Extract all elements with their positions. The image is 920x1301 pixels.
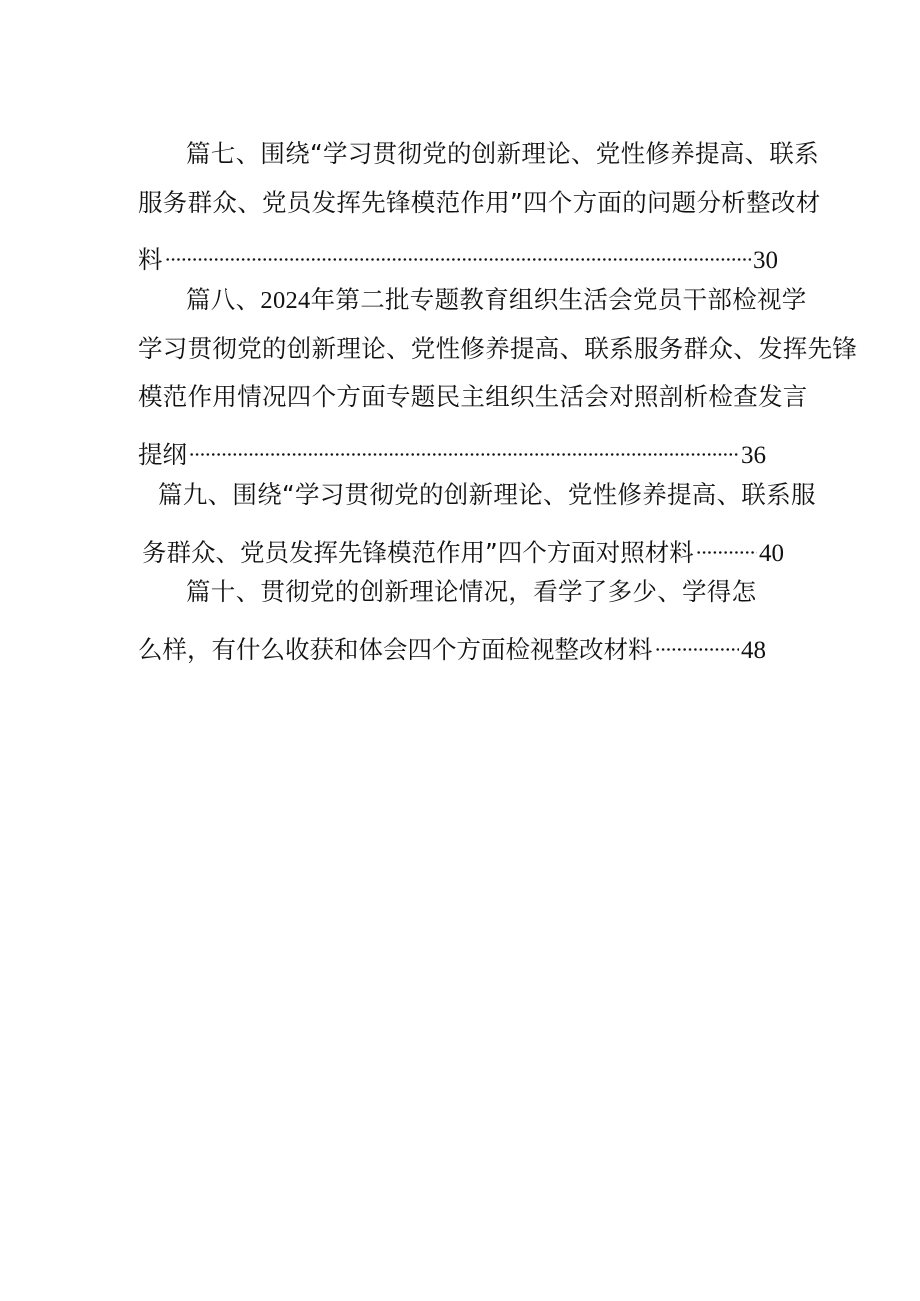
toc-entry-8-line-2: 学习贯彻党的创新理论、党性修养提高、联系服务群众、发挥先锋 — [138, 334, 858, 363]
toc-entry-8-year: 2024 — [260, 287, 311, 314]
dot-leader — [165, 234, 752, 268]
toc-entry-10-line-2: 么样，有什么收获和体会四个方面检视整改材料 — [138, 635, 653, 664]
toc-entry-9-line-2: 务群众、党员发挥先锋模范作用”四个方面对照材料 — [142, 538, 694, 567]
toc-entry-9-line-1: 篇九、围绕“学习贯彻党的创新理论、党性修养提高、联系服 — [158, 480, 816, 509]
toc-entry-9-leader-line — [142, 527, 784, 571]
toc-entry-8-prefix: 篇八、 — [186, 285, 261, 314]
toc-entry-10-line-1: 篇十、贯彻党的创新理论情况，看学了多少、学得怎 — [186, 577, 757, 606]
toc-entry-8-line-3: 模范作用情况四个方面专题民主组织生活会对照剖析检查发言 — [138, 382, 808, 411]
toc-entry-7-line-1: 篇七、围绕“学习贯彻党的创新理论、党性修养提高、联系 — [186, 139, 819, 168]
toc-entry-7-line-3: 料 — [138, 245, 163, 274]
toc-entry-8-line-4: 提纲 — [138, 440, 187, 469]
toc-entry-8-leader-line — [138, 429, 766, 473]
toc-entry-10-page-number: 48 — [741, 637, 766, 664]
toc-entry-9-page-number: 40 — [759, 540, 784, 567]
dot-leader — [655, 624, 740, 658]
dot-leader — [696, 527, 757, 561]
toc-entry-8-page-number: 36 — [741, 442, 766, 469]
toc-entry-7-page-number: 30 — [753, 247, 778, 274]
dot-leader — [189, 429, 739, 463]
toc-entry-7-leader-line — [138, 234, 778, 278]
toc-entry-8-rest: 年第二批专题教育组织生活会党员干部检视学 — [310, 285, 807, 314]
toc-entry-10-leader-line — [138, 624, 766, 668]
toc-entry-7-line-2: 服务群众、党员发挥先锋模范作用”四个方面的问题分析整改材 — [138, 188, 821, 217]
toc-entry-8-line-1 — [186, 283, 807, 318]
